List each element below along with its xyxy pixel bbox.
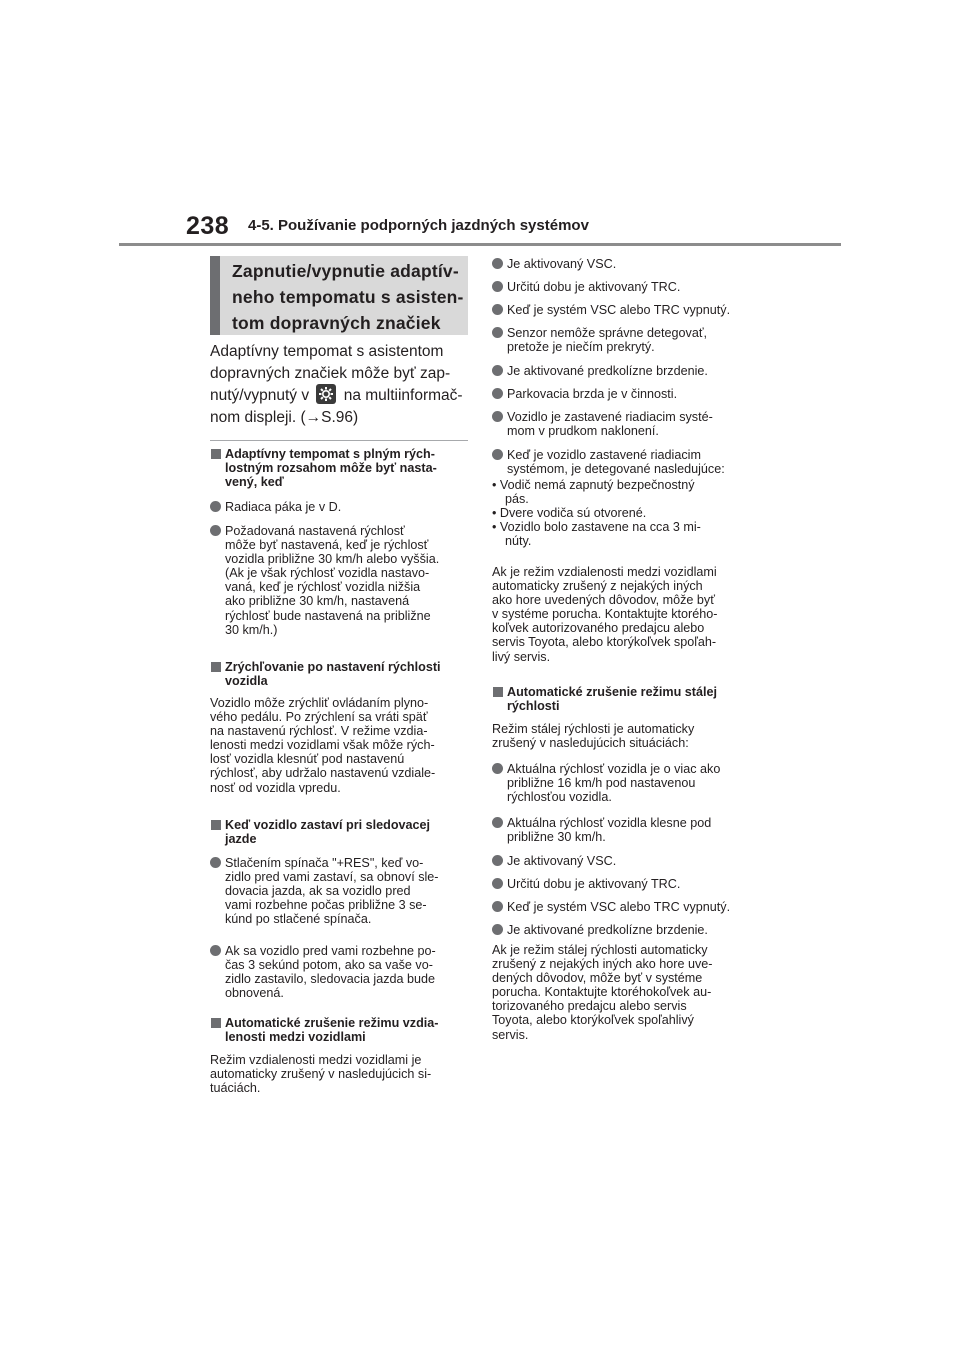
list-item <box>492 280 754 294</box>
text-line: približne 16 km/h pod nastavenou <box>507 776 696 791</box>
sub-list-item: • Vozidlo bolo zastavene na cca 3 mi- <box>492 520 701 535</box>
sub-list <box>492 478 754 548</box>
round-bullet-icon <box>492 258 503 269</box>
text-line: zidlo zastavilo, sledovacia jazda bude <box>225 972 436 987</box>
square-bullet-icon <box>211 449 221 459</box>
text-line: torizovaného predajcu alebo servis <box>492 999 687 1014</box>
text-line: kúnd po stlačené spínača. <box>225 912 372 927</box>
text-line: Je aktivované predkolízne brzdenie. <box>507 923 708 937</box>
square-bullet-icon <box>211 820 221 830</box>
round-bullet-icon <box>492 855 503 866</box>
text-line: lenosti medzi vozidlami <box>225 1030 366 1045</box>
round-bullet-icon <box>210 525 221 536</box>
text-line: mom v prudkom naklonení. <box>507 424 659 439</box>
list-item <box>492 816 754 844</box>
text-line: Keď je systém VSC alebo TRC vypnutý. <box>507 303 731 317</box>
text-line: Určitú dobu je aktivovaný TRC. <box>507 877 681 891</box>
text-line: losť vozidla klesnúť pod nastavenú <box>210 752 405 767</box>
text-line: dopravných značiek môže byť zap- <box>210 364 451 382</box>
paragraph <box>492 722 754 750</box>
text-line: Stlačením spínača "+RES", keď vo- <box>225 856 424 870</box>
round-bullet-icon <box>492 924 503 935</box>
subheading-full-speed-range <box>210 447 472 489</box>
list-item <box>492 387 754 401</box>
square-bullet-icon <box>211 1018 221 1028</box>
round-bullet-icon <box>492 817 503 828</box>
square-bullet-icon <box>493 687 503 697</box>
text-line: Režim vzdialenosti medzi vozidlami je <box>210 1053 422 1067</box>
list-item <box>492 900 754 914</box>
text-line: nosť od vozidla vpredu. <box>210 780 341 795</box>
sub-list-item: pás. <box>505 492 529 507</box>
text-line: Aktuálna rýchlosť vozidla je o viac ako <box>507 762 721 776</box>
section-title-line: Zapnutie/vypnutie adaptív- <box>232 261 459 281</box>
paragraph <box>492 565 754 664</box>
text-line: 30 km/h.) <box>225 622 278 637</box>
text-line: vozidla <box>225 674 268 689</box>
text-line: automaticky zrušený v nasledujúcich si- <box>210 1067 432 1082</box>
text-line: ako približne 30 km/h, nastavená <box>225 594 410 609</box>
round-bullet-icon <box>210 501 221 512</box>
text-line: Zrýchľovanie po nastavení rýchlosti <box>225 660 441 674</box>
text-line: Adaptívny tempomat s plným rých- <box>225 447 435 461</box>
text-line: lostným rozsahom môže byť nasta- <box>225 461 437 476</box>
text-line: Je aktivovaný VSC. <box>507 854 617 868</box>
text-line: rýchlosť, aby udržalo nastavenú vzdiale- <box>210 766 436 781</box>
text-line: rýchlosťou vozidla. <box>507 790 612 805</box>
sub-list-item: núty. <box>505 534 532 549</box>
text-line: vený, keď <box>225 475 284 490</box>
text-line: ako hore uvedených dôvodov, môže byť <box>492 593 715 608</box>
text-line: približne 30 km/h. <box>507 830 606 845</box>
round-bullet-icon <box>492 901 503 912</box>
sub-list-item: • Dvere vodiča sú otvorené. <box>492 506 647 521</box>
text-line: Určitú dobu je aktivovaný TRC. <box>507 280 681 294</box>
text-line: Keď vozidlo zastaví pri sledovacej <box>225 818 431 832</box>
settings-gear-icon <box>316 384 336 404</box>
text-line: nom displeji. (→S.96) <box>210 408 359 426</box>
round-bullet-icon <box>492 281 503 292</box>
text-line: zidlo pred vami zastaví, sa obnoví sle- <box>225 870 439 885</box>
text-line: obnovená. <box>225 986 284 1001</box>
text-line: Je aktivovaný VSC. <box>507 257 617 271</box>
paragraph <box>210 1053 472 1095</box>
text-line: jazde <box>225 832 257 847</box>
subheading-auto-cancel-constant-speed <box>492 685 754 713</box>
subheading-auto-cancel-distance <box>210 1016 472 1044</box>
text-line: Keď je vozidlo zastavené riadiacim <box>507 448 701 462</box>
list-item <box>492 410 754 438</box>
text-line: Parkovacia brzda je v činnosti. <box>507 387 678 401</box>
paragraph <box>492 943 754 1042</box>
text-line: vozidla približne 30 km/h alebo vyššia. <box>225 552 440 567</box>
text-line: rýchlosť bude nastavená na približne <box>225 608 431 623</box>
list-item <box>492 303 754 317</box>
text-line: dených dôvodov, môže byť v systéme <box>492 971 703 986</box>
section-title-line: tom dopravných značiek <box>232 313 441 333</box>
text-line: Požadovaná nastavená rýchlosť <box>225 524 405 538</box>
section-title-box <box>210 256 468 335</box>
subheading-stop-while-following <box>210 818 472 846</box>
list-item <box>210 856 472 926</box>
page-header <box>0 0 960 260</box>
list-item <box>492 877 754 891</box>
list-item <box>210 944 472 1000</box>
text-line: Aktuálna rýchlosť vozidla klesne pod <box>507 816 712 830</box>
text-line: Ak je režim stálej rýchlosti automaticky <box>492 943 708 957</box>
round-bullet-icon <box>492 411 503 422</box>
round-bullet-icon <box>492 388 503 399</box>
text-line: porucha. Kontaktujte ktoréhokoľvek au- <box>492 985 712 1000</box>
text-line: zrušený z nejakých iných ako hore uve- <box>492 957 713 972</box>
list-item <box>492 364 754 378</box>
text-line: pretože je niečím prekrytý. <box>507 340 655 355</box>
text-line: v systéme porucha. Kontaktujte ktorého- <box>492 607 718 622</box>
text-fragment: nutý/vypnutý v <box>210 387 314 404</box>
text-line: tuáciách. <box>210 1081 261 1096</box>
text-line: na nastavenú rýchlosť. V režime vzdia- <box>210 724 428 739</box>
round-bullet-icon <box>492 365 503 376</box>
text-line: môže byť nastavená, keď je rýchlosť <box>225 538 429 553</box>
section-separator <box>210 440 468 441</box>
text-line: automaticky zrušený z nejakých iných <box>492 579 703 594</box>
text-line: zrušený v nasledujúcich situáciách: <box>492 736 689 751</box>
header-divider <box>119 243 841 246</box>
text-line: vaná, keď je rýchlosť vozidla nižšia <box>225 580 421 595</box>
list-item <box>492 257 754 271</box>
text-fragment: na multiinformač- <box>339 387 463 404</box>
round-bullet-icon <box>492 304 503 315</box>
text-line: vého pedálu. Po zrýchlení sa vráti späť <box>210 710 428 725</box>
text-line: Adaptívny tempomat s asistentom <box>210 343 444 360</box>
paragraph <box>210 696 472 795</box>
text-line: čas 3 sekúnd potom, ako sa vaše vo- <box>225 958 433 973</box>
text-line: (Ak je však rýchlosť vozidla nastavo- <box>225 566 430 581</box>
text-line: vami rozbehne počas približne 3 se- <box>225 898 427 913</box>
text-line: Radiaca páka je v D. <box>225 500 342 514</box>
intro-paragraph <box>210 341 472 428</box>
round-bullet-icon <box>492 449 503 460</box>
text-line: lenosti medzi vozidlami však môže rých- <box>210 738 435 753</box>
list-item <box>492 448 754 476</box>
text-line: livý servis. <box>492 649 551 664</box>
text-line: Senzor nemôže správne detegovať, <box>507 326 708 340</box>
text-line: Automatické zrušenie režimu stálej <box>507 685 717 699</box>
text-line: Vozidlo je zastavené riadiacim systé- <box>507 410 713 424</box>
text-line: dovacia jazda, ak sa vozidlo pred <box>225 884 411 899</box>
text-line <box>210 384 472 407</box>
round-bullet-icon <box>210 945 221 956</box>
list-item <box>210 500 472 514</box>
text-line: servis. <box>492 1027 529 1042</box>
page-number: 238 <box>186 212 230 240</box>
section-title-line: neho tempomatu s asisten- <box>232 287 464 307</box>
round-bullet-icon <box>492 763 503 774</box>
text-line: Automatické zrušenie režimu vzdia- <box>225 1016 439 1030</box>
round-bullet-icon <box>492 327 503 338</box>
text-line: systémom, je detegované nasledujúce: <box>507 462 725 477</box>
round-bullet-icon <box>492 878 503 889</box>
text-line: koľvek autorizovaného predajcu alebo <box>492 621 705 636</box>
text-line: rýchlosti <box>507 699 560 714</box>
list-item <box>492 762 754 804</box>
text-line: Keď je systém VSC alebo TRC vypnutý. <box>507 900 731 914</box>
text-line: Režim stálej rýchlosti je automaticky <box>492 722 695 736</box>
sub-list-item: • Vodič nemá zapnutý bezpečnostný <box>492 478 695 492</box>
text-line: Ak sa vozidlo pred vami rozbehne po- <box>225 944 436 958</box>
list-item <box>492 923 754 937</box>
list-item <box>210 524 472 637</box>
chapter-title: 4-5. Používanie podporných jazdných systémov <box>248 217 589 234</box>
text-line: Toyota, alebo ktorýkoľvek spoľahlivý <box>492 1013 694 1028</box>
list-item <box>492 326 754 354</box>
square-bullet-icon <box>211 662 221 672</box>
text-line: Ak je režim vzdialenosti medzi vozidlami <box>492 565 717 579</box>
round-bullet-icon <box>210 857 221 868</box>
text-line: Je aktivované predkolízne brzdenie. <box>507 364 708 378</box>
subheading-acceleration <box>210 660 472 688</box>
text-line: servis Toyota, alebo ktorýkoľvek spoľah- <box>492 635 717 650</box>
text-line: Vozidlo môže zrýchliť ovládaním plyno- <box>210 696 429 710</box>
list-item <box>492 854 754 868</box>
